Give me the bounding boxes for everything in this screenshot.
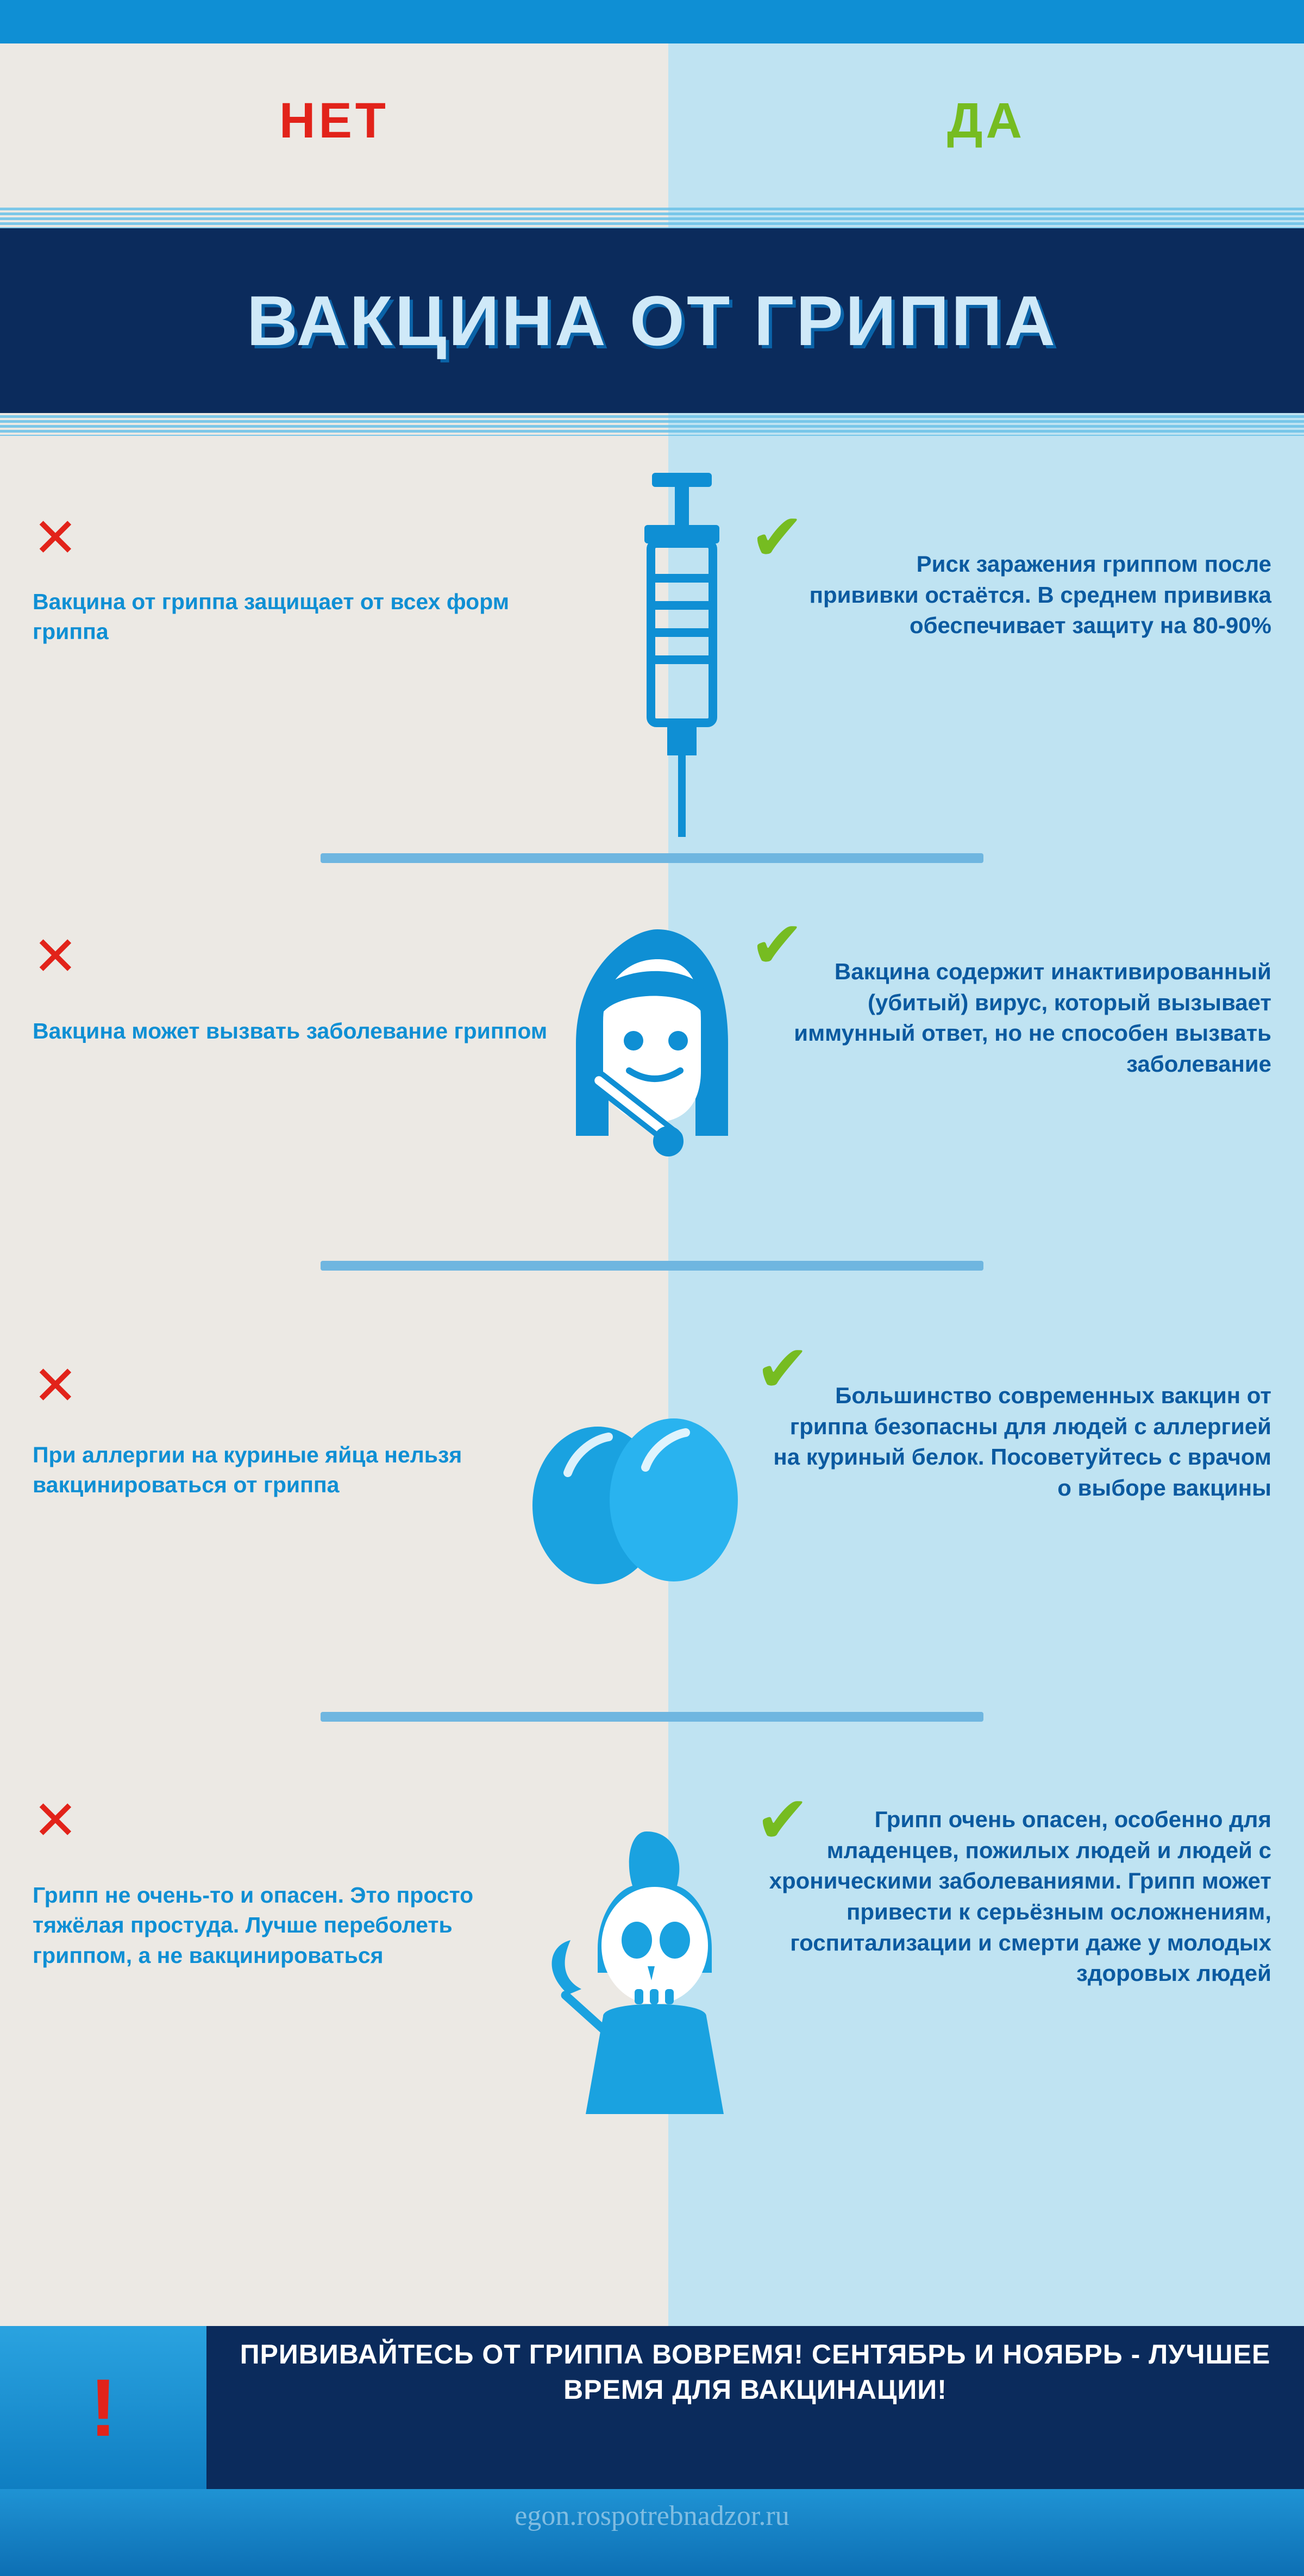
- row-divider-3: [321, 1712, 983, 1722]
- call-to-action-text: ПРИВИВАЙТЕСЬ ОТ ГРИППА ВОВРЕМЯ! СЕНТЯБРЬ И НОЯБРЬ - ЛУЧШЕЕ ВРЕМЯ ДЛЯ ВАКЦИНАЦИИ!: [240, 2339, 1271, 2405]
- myth-text-2: Вакцина может вызвать заболевание гриппом: [33, 1018, 548, 1043]
- top-accent-strip: [0, 0, 1304, 43]
- check-icon: ✔: [750, 500, 805, 576]
- myth-text-3: При аллергии на куриные яйца нельзя вакцинироваться от гриппа: [33, 1442, 462, 1498]
- x-icon: ✕: [33, 506, 78, 570]
- sick-girl-icon: [532, 908, 761, 1236]
- wave-divider-top: [0, 205, 1304, 228]
- myth-text-1: Вакцина от гриппа защищает от всех форм гриппа: [33, 589, 510, 645]
- x-icon: ✕: [33, 1354, 78, 1417]
- row-divider-2: [321, 1261, 983, 1271]
- fact-text-2: Вакцина содержит инактивированный (убитый) вирус, который вызывает иммунный ответ, но не способен вызвать заболевание: [794, 959, 1271, 1077]
- wave-divider-bottom: [0, 413, 1304, 436]
- check-icon: ✔: [750, 908, 805, 983]
- fact-text-1: Риск заражения гриппом после прививки остаётся. В среднем прививка обеспечивает защиту на 80-90%: [809, 551, 1271, 639]
- x-icon: ✕: [33, 924, 78, 988]
- x-icon: ✕: [33, 1789, 78, 1852]
- death-reaper-icon: [532, 1810, 766, 2149]
- fact-text-3: Большинство современных вакцин от гриппа безопасны для людей с аллергией на куриный белок. Посоветуйтесь с врачом о выборе вакцины: [773, 1383, 1271, 1501]
- fact-text-4: Грипп очень опасен, особенно для младенцев, пожилых людей и людей с хроническими заболеваниями. Грипп может привести к серьёзным осложнениям, госпитализации и смерти даже у молодых здоровых людей: [769, 1806, 1271, 1986]
- eggs-icon: [516, 1408, 750, 1590]
- title-banner: [0, 228, 1304, 413]
- check-icon: ✔: [755, 1783, 810, 1858]
- check-icon: ✔: [755, 1331, 810, 1407]
- source-watermark: egon.rospotrebnadzor.ru: [515, 2500, 789, 2531]
- syringe-icon: [603, 467, 744, 845]
- column-header-no: НЕТ: [279, 93, 389, 148]
- column-header-yes: ДА: [947, 93, 1025, 148]
- exclamation-icon: !: [90, 2362, 117, 2453]
- myth-text-4: Грипп не очень-то и опасен. Это просто тяжёлая простуда. Лучше переболеть гриппом, а не вакцинироваться: [33, 1883, 474, 1968]
- row-divider-1: [321, 853, 983, 863]
- page-title: ВАКЦИНА ОТ ГРИППА: [246, 281, 1058, 360]
